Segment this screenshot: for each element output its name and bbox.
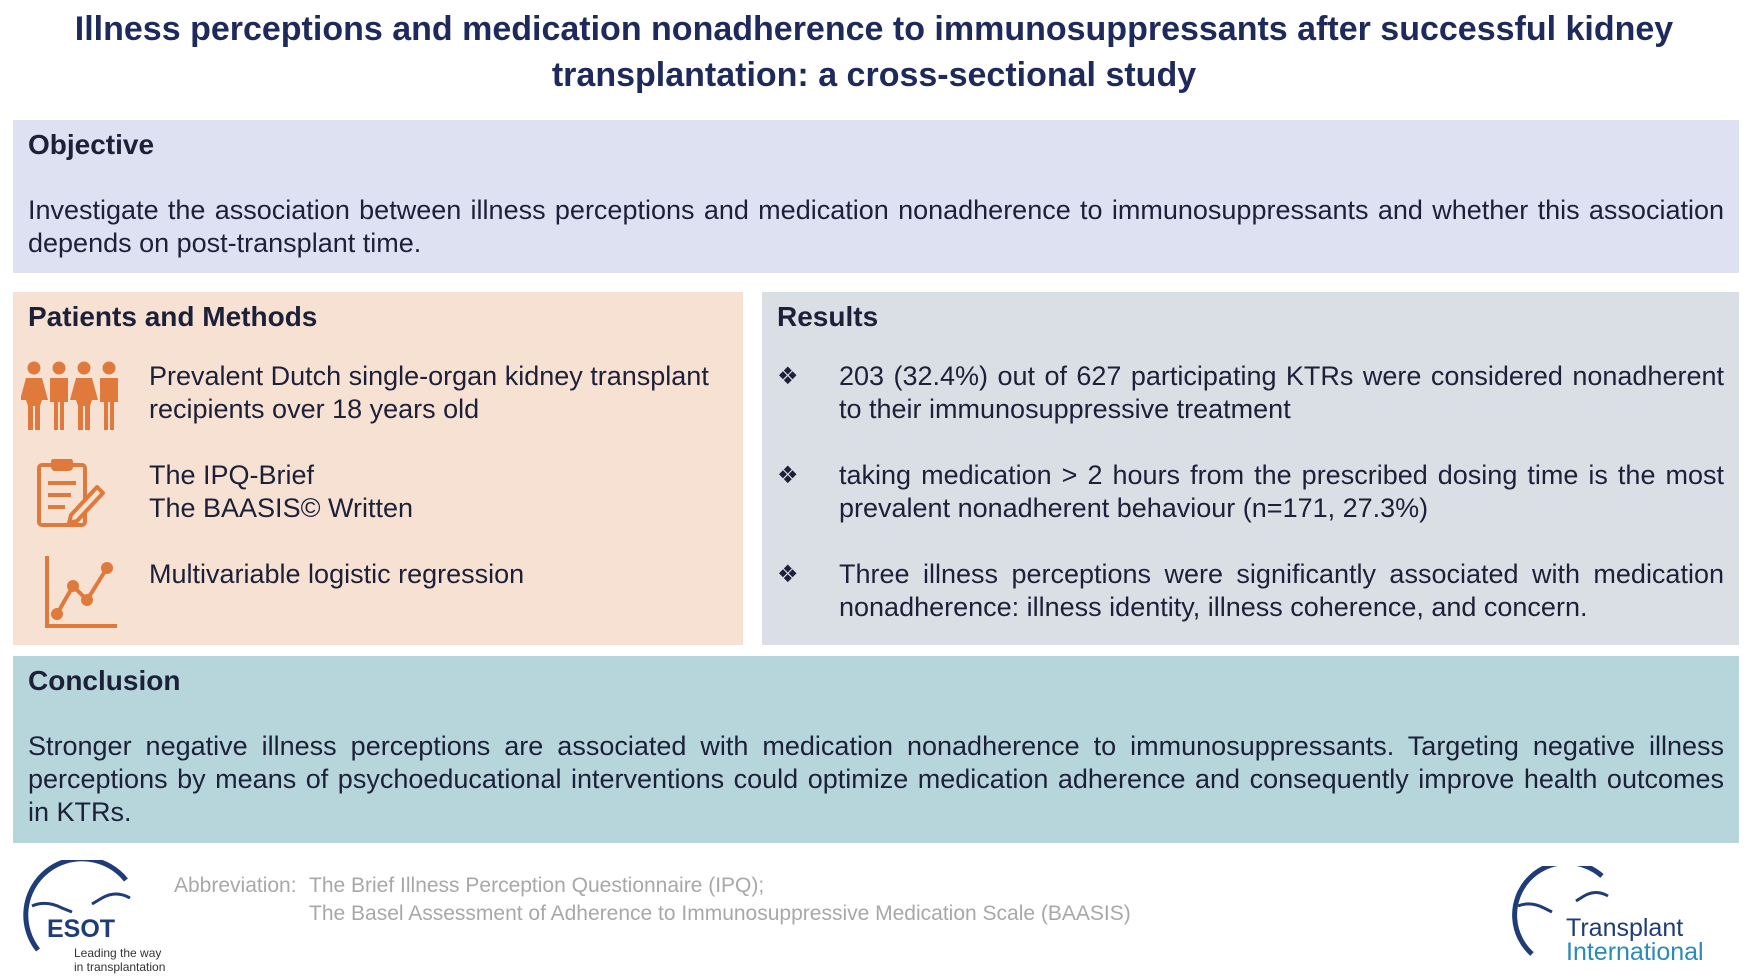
- objective-text: Investigate the association between illness perceptions and medication nonadherence to immunosuppressants and whether this association depends on post-transplant time.: [28, 195, 1724, 258]
- diamond-bullet-icon: ❖: [777, 363, 799, 390]
- diamond-bullet-icon: ❖: [777, 561, 799, 588]
- abbreviation-line-1: The Brief Illness Perception Questionnaire (IPQ);: [309, 874, 765, 897]
- results-heading: Results: [777, 301, 879, 332]
- conclusion-text: Stronger negative illness perceptions are associated with medication nonadherence to immunosuppressants. Targeting negative illness perceptions by means of psychoeducational interventions could optimize medication adherence and consequently improve health outcomes in KTRs.: [28, 731, 1724, 827]
- objective-panel: [13, 120, 1739, 273]
- conclusion-panel: [13, 656, 1739, 843]
- methods-item-instruments: [13, 459, 743, 531]
- methods-item-text: [149, 459, 739, 525]
- esot-tagline-1: Leading the way: [74, 946, 162, 960]
- results-item-text: taking medication > 2 hours from the prescribed dosing time is the most prevalent nonadherent behaviour (n=171, 27.3%): [839, 460, 1724, 523]
- abbreviation-note: [174, 872, 1131, 928]
- title-line-1: Illness perceptions and medication nonadherence to immunosuppressants after successful kidney: [74, 10, 1674, 48]
- abbreviation-line-2: The Basel Assessment of Adherence to Immunosuppressive Medication Scale (BAASIS): [309, 902, 1131, 925]
- methods-line: The IPQ-Brief: [149, 460, 315, 490]
- objective-heading: Objective: [28, 129, 155, 160]
- ti-wordmark-1: Transplant: [1566, 914, 1684, 942]
- people-icon: [21, 360, 121, 432]
- page-title: [20, 6, 1728, 98]
- results-item-text: Three illness perceptions were significantly associated with medication nonadherence: illness identity, illness coherence, and concern.: [839, 559, 1724, 622]
- diamond-bullet-icon: ❖: [777, 462, 799, 489]
- methods-item-text: [149, 558, 739, 591]
- esot-tagline-2: in transplantation: [74, 960, 166, 974]
- results-item-text: 203 (32.4%) out of 627 participating KTRs were considered nonadherent to their immunosuppressive treatment: [839, 361, 1724, 424]
- results-panel: [762, 292, 1739, 645]
- esot-logo: [18, 860, 188, 975]
- methods-heading: Patients and Methods: [28, 301, 318, 332]
- ti-wordmark-2: International: [1566, 938, 1704, 966]
- conclusion-heading: Conclusion: [28, 665, 181, 696]
- methods-item-population: [13, 360, 743, 432]
- transplant-international-logo: [1512, 866, 1737, 966]
- methods-line: recipients over 18 years old: [149, 394, 480, 424]
- methods-panel: [13, 292, 743, 645]
- esot-tagline: [74, 946, 165, 974]
- methods-line: The BAASIS© Written: [149, 493, 413, 523]
- methods-item-text: [149, 360, 739, 426]
- methods-line: Multivariable logistic regression: [149, 559, 525, 589]
- clipboard-icon: [21, 459, 121, 531]
- chart-icon: [21, 554, 121, 634]
- esot-wordmark: ESOT: [47, 915, 116, 943]
- methods-line: Prevalent Dutch single-organ kidney transplant: [149, 361, 709, 391]
- abbreviation-label: Abbreviation:: [174, 874, 297, 897]
- methods-item-analysis: [13, 554, 743, 634]
- title-line-2: transplantation: a cross-sectional study: [551, 56, 1197, 94]
